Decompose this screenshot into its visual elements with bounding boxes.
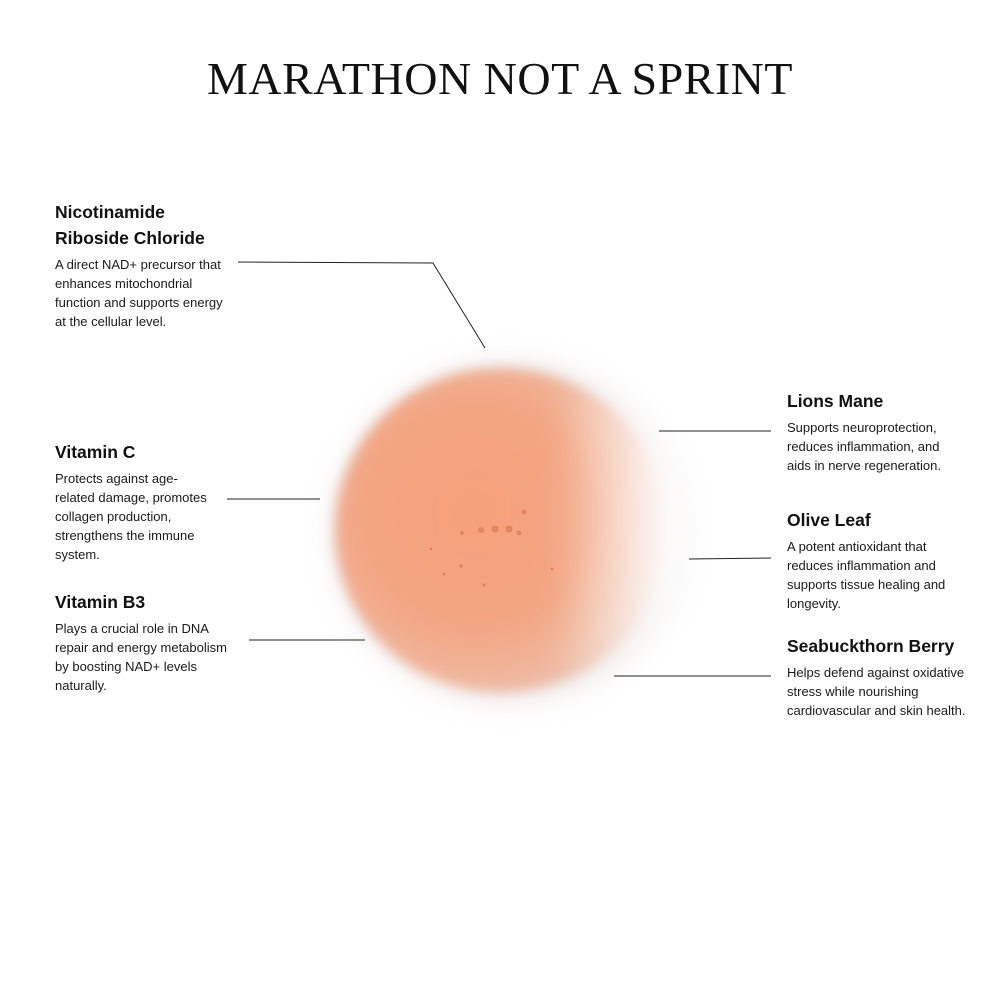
serum-highlight [390,380,690,680]
description-line: system. [55,547,100,562]
description-line: longevity. [787,596,841,611]
ingredient-lions-mane [787,388,982,475]
ingredient-name: Lions Mane [787,391,884,411]
ingredient-name-line1: Nicotinamide [55,202,165,222]
ingredient-description [787,663,987,720]
ingredient-name: Olive Leaf [787,510,871,530]
ingredient-description [55,619,245,695]
description-line: function and supports energy [55,295,223,310]
ingredient-vitamin-b3 [55,589,245,695]
ingredient-seabuckthorn-berry [787,633,987,720]
description-line: A direct NAD+ precursor that [55,257,221,272]
description-line: reduces inflammation, and [787,439,940,454]
ingredient-nicotinamide-riboside [55,199,240,331]
ingredient-description [787,537,982,613]
ingredient-name: Vitamin B3 [55,592,146,612]
description-line: at the cellular level. [55,314,167,329]
leader-line-olive-leaf [689,558,771,559]
description-line: supports tissue healing and [787,577,946,592]
description-line: aids in nerve regeneration. [787,458,941,473]
description-line: collagen production, [55,509,172,524]
ingredient-name-line2: Riboside Chloride [55,228,205,248]
description-line: reduces inflammation and [787,558,936,573]
ingredient-description [787,418,982,475]
description-line: naturally. [55,678,107,693]
description-line: A potent antioxidant that [787,539,927,554]
description-line: Plays a crucial role in DNA [55,621,209,636]
ingredient-description [55,255,240,331]
description-line: stress while nourishing [787,684,919,699]
description-line: Protects against age- [55,471,178,486]
description-line: related damage, promotes [55,490,207,505]
ingredient-name: Vitamin C [55,442,136,462]
page-title: MARATHON NOT A SPRINT [206,53,794,104]
description-line: enhances mitochondrial [55,276,193,291]
description-line: by boosting NAD+ levels [55,659,197,674]
description-line: Helps defend against oxidative [787,665,965,680]
ingredient-name: Seabuckthorn Berry [787,636,955,656]
leader-line-nicotinamide [238,262,485,348]
ingredient-description [55,469,225,564]
ingredient-name [55,199,240,251]
ingredient-vitamin-c [55,439,225,564]
description-line: repair and energy metabolism [55,640,227,655]
description-line: Supports neuroprotection, [787,420,937,435]
description-line: strengthens the immune [55,528,195,543]
description-line: cardiovascular and skin health. [787,703,966,718]
ingredient-olive-leaf [787,507,982,613]
